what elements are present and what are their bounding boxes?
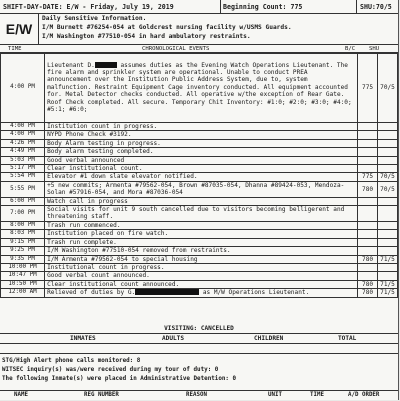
event-bc <box>358 272 378 280</box>
info-line: I/M Burnett #76254-054 at Goldcrest nursing facility w/USMS Guards. <box>42 24 292 32</box>
event-shu <box>378 197 398 205</box>
event-shu <box>378 156 398 164</box>
event-text: Body alarm testing completed. <box>45 148 358 156</box>
event-text: Institution placed on fire watch. <box>45 230 358 238</box>
sensitive-info <box>42 14 398 42</box>
header-divider <box>356 0 357 13</box>
event-rest: as M/W Operations Lieutenant. <box>199 289 310 297</box>
event-text: +5 new commits; Armenta #79562-054, Brown #87035-054, Dhanna #89424-053, Mendoza-Solan #57916-054, and Mora #87036-054 <box>45 181 358 197</box>
table-row <box>1 139 398 147</box>
event-time: 8:03 PM <box>1 230 45 238</box>
event-shu <box>378 139 398 147</box>
event-text: I/M Armenta #79562-054 to special housing <box>45 255 358 263</box>
event-text: Good verbal announced <box>45 156 358 164</box>
event-time: 4:00 PM <box>1 123 45 131</box>
events-table <box>0 52 398 298</box>
stg-calls: STG/High Alert phone calls monitored: 8 <box>2 358 141 364</box>
event-bc <box>358 247 378 255</box>
table-row <box>1 255 398 263</box>
event-text: Trash run complete. <box>45 238 358 246</box>
event-time: 9:35 PM <box>1 255 45 263</box>
table-row <box>1 206 398 222</box>
event-shu <box>378 272 398 280</box>
col-reason: REASON <box>186 392 207 398</box>
visiting-children: CHILDREN <box>254 335 284 342</box>
col-bc: B/C <box>345 46 356 52</box>
visiting-inmates: INMATES <box>70 335 96 342</box>
col-time: TIME <box>8 46 22 52</box>
event-bc <box>358 230 378 238</box>
table-row <box>1 238 398 246</box>
event-bc <box>358 206 378 222</box>
table-row <box>1 165 398 173</box>
info-line: I/M Washington #77510-054 in hard ambulatory restraints. <box>42 33 251 41</box>
visiting-title: VISITING: CANCELLED <box>164 325 234 332</box>
col-name: NAME <box>14 392 28 398</box>
event-bc <box>358 148 378 156</box>
col-reg-number: REG NUMBER <box>84 392 119 398</box>
event-text: Clear institutional count. <box>45 165 358 173</box>
event-time: 5:17 PM <box>1 165 45 173</box>
table-row <box>1 53 398 123</box>
table-row <box>1 280 398 288</box>
event-shu <box>378 230 398 238</box>
witsec-inquiries: WITSEC inquiry(s) was/were received during my tour of duty: 0 <box>2 367 219 373</box>
event-time: 4:00 PM <box>1 53 45 123</box>
event-time: 10:47 PM <box>1 272 45 280</box>
event-shu <box>378 206 398 222</box>
event-shu <box>378 247 398 255</box>
event-text: Clear institutional count announced. <box>45 280 358 288</box>
event-time: 5:03 PM <box>1 156 45 164</box>
event-shu: 70/5 <box>378 53 398 123</box>
table-row <box>1 131 398 139</box>
event-time: 5:54 PM <box>1 173 45 181</box>
event-time: 7:00 PM <box>1 206 45 222</box>
event-time: 9:25 PM <box>1 247 45 255</box>
event-shu <box>378 238 398 246</box>
event-text: Institutional count in progress. <box>45 263 358 271</box>
event-shu <box>378 263 398 271</box>
event-bc <box>358 123 378 131</box>
event-bc <box>358 197 378 205</box>
detention-table-header <box>0 390 398 401</box>
table-row <box>1 272 398 280</box>
shu-count: SHU:70/5 <box>360 3 392 11</box>
col-events: CHRONOLOGICAL EVENTS <box>142 46 210 52</box>
table-row <box>1 247 398 255</box>
event-bc: 775 <box>358 173 378 181</box>
event-shu <box>378 131 398 139</box>
event-text: Watch call in progress <box>45 197 358 205</box>
table-row <box>1 197 398 205</box>
table-row <box>1 221 398 229</box>
event-text: Good verbal count announced. <box>45 272 358 280</box>
event-bc <box>358 221 378 229</box>
event-time: 4:26 PM <box>1 139 45 147</box>
table-row <box>1 263 398 271</box>
beginning-count: Beginning Count: 775 <box>223 3 303 11</box>
event-time: 12:00 AM <box>1 289 45 298</box>
event-bc <box>358 165 378 173</box>
grid-line <box>0 353 398 354</box>
col-ad-order: A/D ORDER <box>348 392 380 398</box>
event-text: Elevator #1 down slate elevator notified. <box>45 173 358 181</box>
event-time: 9:15 PM <box>1 238 45 246</box>
table-row <box>1 123 398 131</box>
info-line: Daily Sensitive Information. <box>42 15 147 22</box>
event-bc <box>358 139 378 147</box>
event-text: Trash run commenced. <box>45 221 358 229</box>
event-text: Institution count in progress. <box>45 123 358 131</box>
event-bc <box>358 238 378 246</box>
event-bc <box>358 263 378 271</box>
table-row <box>1 173 398 181</box>
event-lead: Lieutenant D. <box>47 61 95 69</box>
event-shu: 71/5 <box>378 289 398 298</box>
event-time: 4:49 PM <box>1 148 45 156</box>
event-text <box>45 289 358 298</box>
event-bc <box>358 156 378 164</box>
event-bc: 775 <box>358 53 378 123</box>
event-text: NYPD Phone Check #3192. <box>45 131 358 139</box>
event-bc: 780 <box>358 255 378 263</box>
col-time: TIME <box>310 392 324 398</box>
shift-day-date: SHIFT-DAY-DATE: E/W - Friday, July 19, 2019 <box>3 3 174 11</box>
table-row <box>1 181 398 197</box>
admin-detention: The following Inmate(s) were placed in Administrative Detention: 0 <box>2 376 237 382</box>
event-time: 5:55 PM <box>1 181 45 197</box>
redaction-bar <box>135 289 199 295</box>
event-time: 6:00 PM <box>1 197 45 205</box>
col-unit: UNIT <box>268 392 282 398</box>
table-row <box>1 148 398 156</box>
event-shu: 70/5 <box>378 173 398 181</box>
visiting-grid <box>0 333 398 353</box>
event-time: 4:00 PM <box>1 131 45 139</box>
event-text: Social visits for unit 9 south cancelled due to visitors becoming belligerent and threatening staff. <box>45 206 358 222</box>
table-row <box>1 230 398 238</box>
col-shu: SHU <box>369 46 380 52</box>
event-shu: 70/5 <box>378 181 398 197</box>
event-text <box>45 53 358 123</box>
redaction-bar <box>95 62 117 68</box>
event-time: 8:00 PM <box>1 221 45 229</box>
event-shu <box>378 148 398 156</box>
event-shu: 71/5 <box>378 280 398 288</box>
visiting-total: TOTAL <box>338 335 357 342</box>
event-rest: assumes duties as the Evening Watch Operations Lieutenant. The fire alarm and sprinkler system are operational. Unable to conduct PREA announcement over the Institution Public Address System, due to, system malfunction. Restraint Equipment Cage inventory conducted. All equipment accounted for. Metal Detector checks conducted. All operative w/the exception of Rear Gate. Roof Check completed. All secure. Temporary Chit Inventory: #1:0; #2:0; #3:0; #4:0; #5:1; #6:0; <box>47 61 352 114</box>
event-lead: Relieved of duties by G. <box>47 289 136 297</box>
event-time: 10:50 PM <box>1 280 45 288</box>
event-bc <box>358 131 378 139</box>
event-time: 10:00 PM <box>1 263 45 271</box>
grid-line <box>0 333 398 334</box>
event-shu <box>378 165 398 173</box>
sheet-header <box>0 0 398 14</box>
table-row <box>1 156 398 164</box>
event-text: Body Alarm testing in progress. <box>45 139 358 147</box>
event-shu: 71/5 <box>378 255 398 263</box>
event-shu <box>378 123 398 131</box>
side-label: E/W <box>0 13 39 45</box>
event-text: I/M Washington #77510-054 removed from restraints. <box>45 247 358 255</box>
header-divider <box>220 0 221 13</box>
event-bc: 780 <box>358 181 378 197</box>
grid-line <box>0 343 398 344</box>
event-shu <box>378 221 398 229</box>
event-bc: 780 <box>358 280 378 288</box>
table-row <box>1 289 398 298</box>
visiting-adults: ADULTS <box>162 335 185 342</box>
event-bc: 780 <box>358 289 378 298</box>
